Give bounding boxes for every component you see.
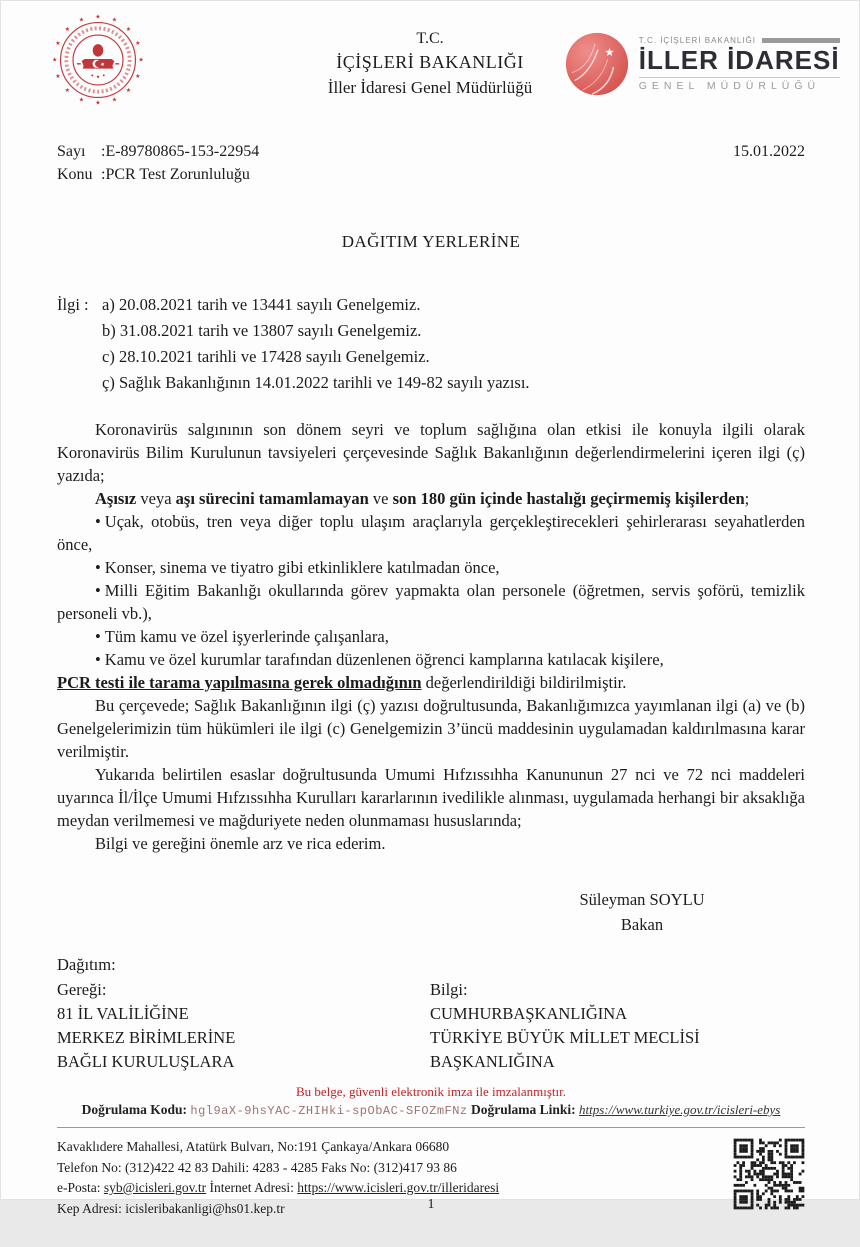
distribution-item: MERKEZ BİRİMLERİNE xyxy=(57,1028,236,1047)
qr-code xyxy=(728,1133,810,1215)
distribution-item: BAŞKANLIĞINA xyxy=(430,1052,555,1071)
logo-small-text: T.C. İÇİŞLERİ BAKANLIĞI xyxy=(638,35,756,45)
verification-line xyxy=(57,1102,805,1118)
reference-item: b) 31.08.2021 tarih ve 13807 sayılı Genelgemiz. xyxy=(102,321,422,340)
konu-value: :PCR Test Zorunluluğu xyxy=(101,166,250,183)
web-label: İnternet Adresi: xyxy=(209,1180,294,1195)
bold-lead-line: Aşısız veya aşı sürecini tamamlamayan ve son 180 gün içinde hastalığı geçirmemiş kişilerden; xyxy=(95,489,750,508)
svg-text:★: ★ xyxy=(95,13,101,21)
signatory-name: Süleyman SOYLU xyxy=(579,890,705,909)
bullet-item: • Uçak, otobüs, tren veya diğer toplu ulaşım araçlarıyla gerçekleştirecekleri şehirlerarası seyahatlerden önce, xyxy=(57,512,805,554)
page-number: 1 xyxy=(427,1197,435,1212)
kep-value: icisleribakanligi@hs01.kep.tr xyxy=(125,1200,285,1216)
distribution-bilgi xyxy=(430,978,805,1074)
geregi-heading: Gereği: xyxy=(57,980,107,999)
reference-item: c) 28.10.2021 tarihli ve 17428 sayılı Genelgemiz. xyxy=(102,347,430,366)
svg-text:★: ★ xyxy=(55,73,61,81)
svg-text:★: ★ xyxy=(64,25,71,33)
bullet-item: • Tüm kamu ve özel işyerlerinde çalışanlara, xyxy=(95,627,389,646)
document-date: 15.01.2022 xyxy=(733,143,805,160)
svg-text:★: ★ xyxy=(135,73,141,81)
kep-label: Kep Adresi: xyxy=(57,1200,122,1216)
closing-line: Bilgi ve gereğini önemle arz ve rica ederim. xyxy=(95,834,386,853)
globe-crescent-icon xyxy=(563,30,631,98)
svg-text:★: ★ xyxy=(78,96,85,104)
svg-text:★: ★ xyxy=(95,99,101,107)
distribution-geregi xyxy=(57,978,430,1074)
iller-idaresi-logo xyxy=(563,30,840,98)
website-link[interactable]: https://www.icisleri.gov.tr/illeridaresi xyxy=(297,1180,500,1195)
footer-phone: Telefon No: (312)422 42 83 Dahili: 4283 - 4285 Faks No: (312)417 93 86 xyxy=(57,1159,457,1175)
svg-text:★: ★ xyxy=(78,16,85,24)
republic-label: T.C. xyxy=(416,30,444,47)
reference-item: a) 20.08.2021 tarih ve 13441 sayılı Genelgemiz. xyxy=(102,295,421,314)
bullet-item: • Milli Eğitim Bakanlığı okullarında görev yapmakta olan personele (öğretmen, servis şoförü, temizlik personeli vb.), xyxy=(57,581,805,623)
bullet-marker: • xyxy=(95,627,101,646)
svg-text:★: ★ xyxy=(55,39,61,47)
svg-text:★: ★ xyxy=(125,87,132,95)
letterhead xyxy=(0,0,860,128)
bullet-item: • Kamu ve özel kurumlar tarafından düzenlenen öğrenci kamplarına katılacak kişilere, xyxy=(95,650,664,669)
svg-text:★: ★ xyxy=(604,46,615,60)
logo-subtitle: GENEL MÜDÜRLÜĞÜ xyxy=(639,77,840,92)
references-block xyxy=(57,292,805,396)
distribution-block xyxy=(57,953,805,1074)
directorate-name: İller İdaresi Genel Müdürlüğü xyxy=(327,77,533,97)
sayi-row xyxy=(57,140,259,163)
paragraph: Bu çerçevede; Sağlık Bakanlığının ilgi (ç) yazısı doğrultusunda, Bakanlığımızca yayımlanan ilgi (a) ve (b) Genelgelerimizin tüm hükümleri ile ilgi (c) Genelgemizin 3’üncü maddesinin uygulamadan kaldırılmasına karar verilmiştir. xyxy=(57,696,805,761)
distribution-item: BAĞLI KURULUŞLARA xyxy=(57,1052,235,1071)
distribution-heading: Dağıtım: xyxy=(57,955,116,974)
signature-block xyxy=(527,887,757,937)
document-body xyxy=(57,418,805,855)
distribution-item: TÜRKİYE BÜYÜK MİLLET MECLİSİ xyxy=(430,1028,700,1047)
sayi-label: Sayı xyxy=(57,143,86,160)
page-title: DAĞITIM YERLERİNE xyxy=(341,232,521,251)
distribution-item: CUMHURBAŞKANLIĞINA xyxy=(430,1004,628,1023)
paragraph: Koronavirüs salgınının son dönem seyri ve toplum sağlığına olan etkisi ile konuyla ilgili olarak Koronavirüs Bilim Kurulunun tavsiyeleri çerçevesinde Sağlık Bakanlığının değerlendirmelerini içeren ilgi (ç) yazıda; xyxy=(57,420,805,485)
distribution-item: 81 İL VALİLİĞİNE xyxy=(57,1004,189,1023)
bullet-marker: • xyxy=(95,512,101,531)
svg-text:★: ★ xyxy=(111,16,118,24)
konu-row xyxy=(57,163,259,186)
verification-code: hgl9aX-9hsYAC-ZHIHki-spObAC-SFOZmFNz xyxy=(190,1104,468,1118)
bullet-marker: • xyxy=(95,581,101,600)
references-label: İlgi : xyxy=(57,295,89,314)
email-link[interactable]: syb@icisleri.gov.tr xyxy=(103,1180,207,1195)
svg-text:★: ★ xyxy=(138,56,144,64)
svg-text:★: ★ xyxy=(135,39,141,47)
esignature-block xyxy=(57,1084,805,1118)
ministry-name: İÇİŞLERİ BAKANLIĞI xyxy=(336,52,524,73)
bilgi-heading: Bilgi: xyxy=(430,980,468,999)
signatory-title: Bakan xyxy=(620,915,664,934)
konu-label: Konu xyxy=(57,166,93,183)
bullet-item: • Konser, sinema ve tiyatro gibi etkinliklere katılmadan önce, xyxy=(95,558,500,577)
verification-link[interactable]: https://www.turkiye.gov.tr/icisleri-ebys xyxy=(579,1102,781,1117)
email-label: e-Posta: xyxy=(57,1180,101,1195)
svg-text:★: ★ xyxy=(125,25,132,33)
esignature-notice: Bu belge, güvenli elektronik imza ile imzalanmıştır. xyxy=(295,1084,567,1099)
bullet-marker: • xyxy=(95,558,101,577)
paragraph: Yukarıda belirtilen esaslar doğrultusunda Umumi Hıfzıssıhha Kanununun 27 nci ve 72 nci maddeleri uyarınca İl/İlçe Umumi Hıfzıssıhha Kurulları kararlarının ivedilikle alınması, uygulamada herhangi bir aksaklığa meydan verilmemesi ve mağduriyete neden olunmaması hususlarında; xyxy=(57,765,805,830)
svg-text:★: ★ xyxy=(64,87,71,95)
verification-code-label: Doğrulama Kodu: xyxy=(81,1102,187,1117)
footer-address: Kavaklıdere Mahallesi, Atatürk Bulvarı, No:191 Çankaya/Ankara 06680 xyxy=(57,1139,450,1154)
document-meta xyxy=(57,140,805,186)
footer-divider xyxy=(57,1127,805,1128)
bullet-marker: • xyxy=(95,650,101,669)
footer xyxy=(57,1137,805,1247)
verification-link-label: Doğrulama Linki: xyxy=(471,1102,576,1117)
logo-title: İLLER İDARESİ xyxy=(638,44,840,75)
reference-item: ç) Sağlık Bakanlığının 14.01.2022 tarihli ve 149-82 sayılı yazısı. xyxy=(102,373,530,392)
logo-bar xyxy=(762,38,840,43)
pcr-conclusion-line: PCR testi ile tarama yapılmasına gerek olmadığının değerlendirildiği bildirilmiştir. xyxy=(57,673,627,692)
svg-text:★: ★ xyxy=(52,56,58,64)
sayi-value: :E-89780865-153-22954 xyxy=(101,143,260,160)
svg-text:★: ★ xyxy=(111,96,118,104)
